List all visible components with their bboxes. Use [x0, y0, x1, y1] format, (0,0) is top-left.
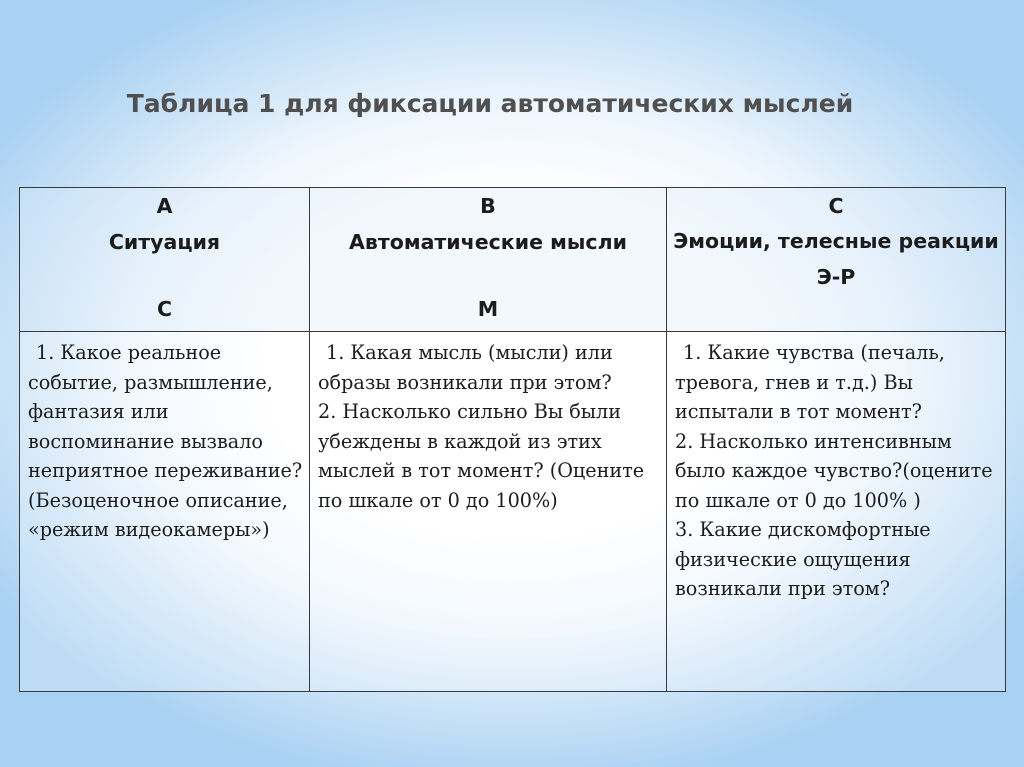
cell-situation — [20, 332, 310, 692]
column-label: Ситуация — [108, 230, 221, 254]
list-item: 2. Насколько интенсивным было каждое чувство?(оцените по шкале от 0 до 100% ) — [675, 429, 993, 512]
cell-automatic-thoughts — [310, 332, 667, 692]
column-header-situation — [20, 188, 310, 332]
column-code: С — [156, 297, 173, 321]
column-letter: B — [480, 194, 496, 218]
list-item: 1. Какая мысль (мысли) или образы возникали при этом? — [318, 341, 613, 394]
list-item: 1. Какие чувства (печаль, тревога, гнев и т.д.) Вы испытали в тот момент? — [675, 341, 945, 423]
page-title: Таблица 1 для фиксации автоматических мыслей — [126, 89, 854, 118]
list-item: 3. Какие дискомфортные физические ощущения возникали при этом? — [675, 518, 931, 600]
list-item: 1. Какое реальное событие, размышление, фантазия или воспоминание вызвало неприятное переживание? (Безоценочное описание, «режим видеокамеры») — [28, 341, 303, 541]
column-label: Автоматические мысли — [349, 230, 627, 254]
column-header-emotions — [667, 188, 1006, 332]
column-label: Эмоции, телесные реакции — [673, 229, 999, 253]
column-code: М — [477, 297, 499, 321]
table-body-row — [20, 332, 1006, 692]
table-header-row — [20, 188, 1006, 332]
list-item: 2. Насколько сильно Вы были убеждены в каждой из этих мыслей в тот момент? (Оцените по шкале от 0 до 100%) — [318, 400, 645, 512]
automatic-thoughts-table — [19, 187, 1006, 692]
column-code: Э-Р — [816, 265, 856, 289]
column-letter: A — [156, 194, 173, 218]
column-header-automatic-thoughts — [310, 188, 667, 332]
cell-emotions — [667, 332, 1006, 692]
column-letter: C — [828, 194, 844, 218]
